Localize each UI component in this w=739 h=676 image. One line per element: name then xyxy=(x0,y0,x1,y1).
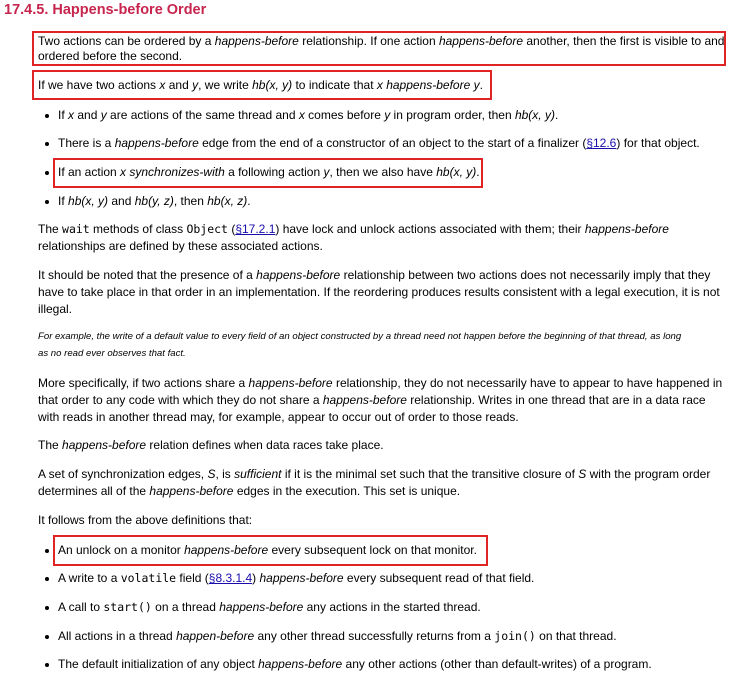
list-item-consequence-2: A write to a volatile field (§8.3.1.4) happens-before every subsequent read of that field. xyxy=(58,571,535,585)
bullet-consequence-4 xyxy=(45,635,49,639)
bullet-consequence-3 xyxy=(45,606,49,610)
wait-paragraph-line-2: relationships are defined by these associated actions. xyxy=(38,239,323,253)
bullet-rule-4 xyxy=(45,200,49,204)
list-item-consequence-5: The default initialization of any object happens-before any other actions (other than default-writes) of a program. xyxy=(58,657,652,671)
list-item-rule-3: If an action x synchronizes-with a following action y, then we also have hb(x, y). xyxy=(58,165,480,179)
example-note-line-2: as no read ever observes that fact. xyxy=(38,348,186,359)
section-heading xyxy=(4,1,206,19)
intro-line-1: Two actions can be ordered by a happens-before relationship. If one action happens-before another, then the first is visible to and xyxy=(38,34,725,48)
bullet-rule-1 xyxy=(45,114,49,118)
noted-paragraph-line-3: illegal. xyxy=(38,302,73,316)
list-item-consequence-1: An unlock on a monitor happens-before every subsequent lock on that monitor. xyxy=(58,543,477,557)
sync-paragraph-line-2: determines all of the happens-before edges in the execution. This set is unique. xyxy=(38,484,461,498)
bullet-rule-2 xyxy=(45,142,49,146)
link-section-12-6[interactable]: §12.6 xyxy=(586,136,617,150)
wait-paragraph-line-1: The wait methods of class Object (§17.2.1) have lock and unlock actions associated with them; their happens-before xyxy=(38,222,669,236)
specific-paragraph-line-1: More specifically, if two actions share a happens-before relationship, they do not necessarily have to appear to have happened in xyxy=(38,376,723,390)
link-section-8-3-1-4[interactable]: §8.3.1.4 xyxy=(208,571,253,585)
bullet-consequence-2 xyxy=(45,577,49,581)
notation-paragraph: If we have two actions x and y, we write hb(x, y) to indicate that x happens-before y. xyxy=(38,78,483,92)
follows-paragraph: It follows from the above definitions that: xyxy=(38,513,253,527)
example-note-line-1: For example, the write of a default value to every field of an object constructed by a thread need not happen before the beginning of that thread, as long xyxy=(38,331,682,342)
specific-paragraph-line-3: with reads in another thread may, for example, appear to occur out of order to those reads. xyxy=(38,410,519,424)
noted-paragraph-line-2: have to take place in that order in an implementation. If the reordering produces results consistent with a legal execution, it is not xyxy=(38,285,720,299)
link-section-17-2-1[interactable]: §17.2.1 xyxy=(235,222,276,236)
defines-paragraph: The happens-before relation defines when data races take place. xyxy=(38,438,384,452)
list-item-rule-4: If hb(x, y) and hb(y, z), then hb(x, z). xyxy=(58,194,251,208)
list-item-rule-2: There is a happens-before edge from the end of a constructor of an object to the start of a finalizer (§12.6) for that object. xyxy=(58,136,700,150)
specific-paragraph-line-2: that order to any code with which they do not share a happens-before relationship. Writes in one thread that are in a data race xyxy=(38,393,706,407)
section-title: Happens-before Order xyxy=(52,2,207,18)
bullet-rule-3 xyxy=(45,171,49,175)
bullet-consequence-1 xyxy=(45,549,49,553)
list-item-rule-1: If x and y are actions of the same thread and x comes before y in program order, then hb(x, y). xyxy=(58,108,559,122)
section-number: 17.4.5. xyxy=(4,2,49,18)
list-item-consequence-4: All actions in a thread happen-before any other thread successfully returns from a join() on that thread. xyxy=(58,629,617,643)
list-item-consequence-3: A call to start() on a thread happens-before any actions in the started thread. xyxy=(58,600,481,614)
noted-paragraph-line-1: It should be noted that the presence of a happens-before relationship between two actions does not necessarily imply that they xyxy=(38,268,711,282)
bullet-consequence-5 xyxy=(45,663,49,667)
intro-line-2: ordered before the second. xyxy=(38,49,183,63)
sync-paragraph-line-1: A set of synchronization edges, S, is sufficient if it is the minimal set such that the transitive closure of S with the program order xyxy=(38,467,711,481)
